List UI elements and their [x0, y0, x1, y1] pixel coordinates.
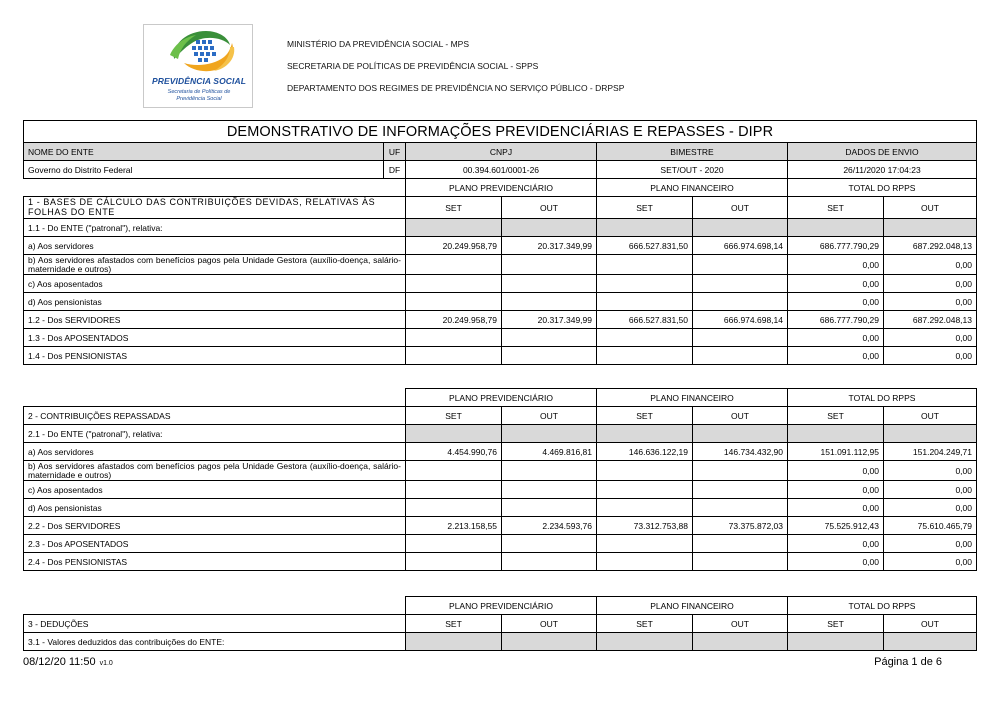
value-cell [406, 347, 502, 365]
table-row [24, 293, 977, 311]
value-cell [693, 255, 788, 275]
blank-cell [24, 389, 406, 407]
value-cell: 0,00 [884, 347, 977, 365]
month-set: SET [406, 615, 502, 633]
value-cell [406, 481, 502, 499]
month-set: SET [406, 407, 502, 425]
table-row [24, 275, 977, 293]
value-cell [693, 347, 788, 365]
plan-fin-header: PLANO FINANCEIRO [597, 597, 788, 615]
month-set: SET [788, 407, 884, 425]
value-cell: 0,00 [884, 499, 977, 517]
value-cell: 0,00 [788, 347, 884, 365]
logo-subtitle [144, 89, 254, 102]
value-cell [502, 633, 597, 651]
table-row [24, 237, 977, 255]
value-cell: 0,00 [788, 461, 884, 481]
section-1-rows [24, 219, 977, 365]
row-label: 1.4 - Dos PENSIONISTAS [24, 347, 406, 365]
value-cell: 666.527.831,50 [597, 311, 693, 329]
plan-prev-header: PLANO PREVIDENCIÁRIO [406, 389, 597, 407]
blank-cell [24, 597, 406, 615]
value-cell: 0,00 [884, 461, 977, 481]
value-cell [406, 425, 502, 443]
value-nome-ente: Governo do Distrito Federal [24, 161, 384, 179]
value-cell: 666.527.831,50 [597, 237, 693, 255]
value-cell [406, 535, 502, 553]
value-cell: 4.454.990,76 [406, 443, 502, 461]
value-cell: 75.525.912,43 [788, 517, 884, 535]
value-cell: 686.777.790,29 [788, 237, 884, 255]
value-cell [406, 499, 502, 517]
value-cell [693, 329, 788, 347]
row-label: 3.1 - Valores deduzidos das contribuições do ENTE: [24, 633, 406, 651]
value-cell: 20.317.349,99 [502, 237, 597, 255]
row-label: 2.1 - Do ENTE ("patronal"), relativa: [24, 425, 406, 443]
value-cell [884, 425, 977, 443]
value-cell [406, 461, 502, 481]
plan-prev-header: PLANO PREVIDENCIÁRIO [406, 179, 597, 197]
section-3-title: 3 - DEDUÇÕES [24, 615, 406, 633]
row-label: 1.3 - Dos APOSENTADOS [24, 329, 406, 347]
value-cell: 0,00 [884, 481, 977, 499]
value-cell [597, 425, 693, 443]
table-row [24, 425, 977, 443]
plan-total-header: TOTAL DO RPPS [788, 597, 977, 615]
value-cell: 0,00 [788, 255, 884, 275]
value-cell: 0,00 [788, 275, 884, 293]
row-label: 1.1 - Do ENTE ("patronal"), relativa: [24, 219, 406, 237]
row-label: c) Aos aposentados [24, 481, 406, 499]
table-row [24, 517, 977, 535]
month-set: SET [788, 615, 884, 633]
value-bimestre: SET/OUT - 2020 [597, 161, 788, 179]
value-cell: 0,00 [788, 329, 884, 347]
value-cell: 2.213.158,55 [406, 517, 502, 535]
value-cell: 687.292.048,13 [884, 237, 977, 255]
value-cell [406, 255, 502, 275]
month-out: OUT [502, 615, 597, 633]
value-cell: 146.636.122,19 [597, 443, 693, 461]
value-cell: 20.317.349,99 [502, 311, 597, 329]
value-cell [406, 329, 502, 347]
month-set: SET [788, 197, 884, 219]
row-label: c) Aos aposentados [24, 275, 406, 293]
value-cell [502, 275, 597, 293]
header-bimestre: BIMESTRE [597, 143, 788, 161]
header-nome-ente: NOME DO ENTE [24, 143, 384, 161]
table-row [24, 219, 977, 237]
month-out: OUT [502, 197, 597, 219]
value-cell: 151.204.249,71 [884, 443, 977, 461]
value-cell [693, 499, 788, 517]
blank-cell [24, 179, 406, 197]
logo-emblem-icon [144, 25, 254, 77]
month-out: OUT [884, 197, 977, 219]
value-cell [693, 553, 788, 571]
value-cell: 146.734.432,90 [693, 443, 788, 461]
month-out: OUT [884, 407, 977, 425]
plan-fin-header: PLANO FINANCEIRO [597, 179, 788, 197]
value-cell [597, 535, 693, 553]
header-uf: UF [384, 143, 406, 161]
value-cell: 4.469.816,81 [502, 443, 597, 461]
value-cell [597, 329, 693, 347]
table-row [24, 329, 977, 347]
org-line-department: DEPARTAMENTO DOS REGIMES DE PREVIDÊNCIA NO SERVIÇO PÚBLICO - DRPSP [287, 83, 625, 93]
section-3-table [23, 596, 977, 651]
value-cell: 0,00 [788, 499, 884, 517]
plan-total-header: TOTAL DO RPPS [788, 389, 977, 407]
value-cell [693, 461, 788, 481]
value-cell [693, 481, 788, 499]
month-out: OUT [693, 407, 788, 425]
row-label: 1.2 - Dos SERVIDORES [24, 311, 406, 329]
value-cell [406, 219, 502, 237]
month-set: SET [597, 407, 693, 425]
value-cell [884, 219, 977, 237]
month-out: OUT [884, 615, 977, 633]
value-cell [502, 329, 597, 347]
value-cell [597, 275, 693, 293]
value-cell: 20.249.958,79 [406, 237, 502, 255]
row-label: d) Aos pensionistas [24, 293, 406, 311]
value-cell [502, 499, 597, 517]
value-cell: 20.249.958,79 [406, 311, 502, 329]
row-label: 2.2 - Dos SERVIDORES [24, 517, 406, 535]
value-cell: 0,00 [788, 481, 884, 499]
value-cell: 0,00 [788, 293, 884, 311]
header-dados-envio: DADOS DE ENVIO [788, 143, 977, 161]
table-row [24, 255, 977, 275]
value-cell: 75.610.465,79 [884, 517, 977, 535]
value-cell [597, 633, 693, 651]
value-cell: 0,00 [884, 535, 977, 553]
value-cell [597, 499, 693, 517]
table-row [24, 481, 977, 499]
plan-prev-header: PLANO PREVIDENCIÁRIO [406, 597, 597, 615]
month-out: OUT [502, 407, 597, 425]
value-cell [788, 219, 884, 237]
section-2-table [23, 388, 977, 571]
value-cell: 0,00 [884, 553, 977, 571]
value-cell: 666.974.698,14 [693, 311, 788, 329]
value-cell [597, 481, 693, 499]
version-label: v1.0 [99, 660, 113, 667]
previdencia-social-logo [143, 24, 253, 108]
value-cell [597, 219, 693, 237]
row-label: 2.3 - Dos APOSENTADOS [24, 535, 406, 553]
row-label: 2.4 - Dos PENSIONISTAS [24, 553, 406, 571]
value-cell: 686.777.790,29 [788, 311, 884, 329]
document-title: DEMONSTRATIVO DE INFORMAÇÕES PREVIDENCIÁRIAS E REPASSES - DIPR [24, 121, 977, 143]
value-cell [788, 633, 884, 651]
row-label: a) Aos servidores [24, 237, 406, 255]
month-set: SET [597, 197, 693, 219]
month-set: SET [597, 615, 693, 633]
value-cell: 0,00 [884, 255, 977, 275]
value-cell: 666.974.698,14 [693, 237, 788, 255]
value-dados-envio: 26/11/2020 17:04:23 [788, 161, 977, 179]
logo-subtitle-line-1: Secretaria de Políticas de [167, 89, 231, 95]
row-label: a) Aos servidores [24, 443, 406, 461]
row-label: b) Aos servidores afastados com benefícios pagos pela Unidade Gestora (auxílio-doença, salário-maternidade e outros) [24, 461, 406, 481]
value-cell [597, 461, 693, 481]
value-cell [406, 275, 502, 293]
month-set: SET [406, 197, 502, 219]
value-cell [693, 275, 788, 293]
logo-title: PREVIDÊNCIA SOCIAL [151, 76, 247, 86]
value-cell [406, 553, 502, 571]
value-cnpj: 00.394.601/0001-26 [406, 161, 597, 179]
value-cell [502, 425, 597, 443]
table-row [24, 443, 977, 461]
value-cell: 0,00 [788, 553, 884, 571]
org-line-secretariat: SECRETARIA DE POLÍTICAS DE PREVIDÊNCIA SOCIAL - SPPS [287, 61, 539, 71]
value-cell [693, 535, 788, 553]
value-cell [693, 219, 788, 237]
value-cell [597, 347, 693, 365]
table-row [24, 535, 977, 553]
month-out: OUT [693, 615, 788, 633]
value-cell: 0,00 [788, 535, 884, 553]
value-cell [406, 293, 502, 311]
value-cell [502, 553, 597, 571]
value-cell [884, 633, 977, 651]
table-row [24, 499, 977, 517]
plan-fin-header: PLANO FINANCEIRO [597, 389, 788, 407]
value-cell: 73.375.872,03 [693, 517, 788, 535]
print-datetime: 08/12/20 11:50 [23, 656, 96, 668]
section-2-rows [24, 425, 977, 571]
value-cell: 687.292.048,13 [884, 311, 977, 329]
value-cell [788, 425, 884, 443]
value-cell: 2.234.593,76 [502, 517, 597, 535]
page-number: Página 1 de 6 [874, 656, 942, 668]
value-cell [693, 633, 788, 651]
value-cell [502, 255, 597, 275]
footer-datetime [23, 656, 113, 668]
value-cell [502, 461, 597, 481]
value-cell [502, 535, 597, 553]
table-row [24, 553, 977, 571]
value-cell [502, 293, 597, 311]
logo-subtitle-line-2: Previdência Social [176, 95, 222, 102]
section-1-title: 1 - BASES DE CÁLCULO DAS CONTRIBUIÇÕES DEVIDAS, RELATIVAS ÀS FOLHAS DO ENTE [24, 197, 406, 219]
value-cell: 151.091.112,95 [788, 443, 884, 461]
value-cell: 73.312.753,88 [597, 517, 693, 535]
row-label: b) Aos servidores afastados com benefícios pagos pela Unidade Gestora (auxílio-doença, salário-maternidade e outros) [24, 255, 406, 275]
table-row [24, 461, 977, 481]
value-cell [502, 481, 597, 499]
plan-total-header: TOTAL DO RPPS [788, 179, 977, 197]
value-cell [597, 553, 693, 571]
section-2-title: 2 - CONTRIBUIÇÕES REPASSADAS [24, 407, 406, 425]
value-cell: 0,00 [884, 293, 977, 311]
org-line-ministry: MINISTÉRIO DA PREVIDÊNCIA SOCIAL - MPS [287, 39, 469, 49]
value-cell [693, 293, 788, 311]
value-cell: 0,00 [884, 275, 977, 293]
value-uf: DF [384, 161, 406, 179]
row-label: d) Aos pensionistas [24, 499, 406, 517]
value-cell [502, 347, 597, 365]
table-row [24, 347, 977, 365]
section-3-rows [24, 633, 977, 651]
section-1-table [23, 120, 977, 365]
table-row [24, 633, 977, 651]
table-row [24, 311, 977, 329]
value-cell: 0,00 [884, 329, 977, 347]
month-out: OUT [693, 197, 788, 219]
header-cnpj: CNPJ [406, 143, 597, 161]
value-cell [406, 633, 502, 651]
value-cell [597, 293, 693, 311]
value-cell [502, 219, 597, 237]
value-cell [597, 255, 693, 275]
value-cell [693, 425, 788, 443]
